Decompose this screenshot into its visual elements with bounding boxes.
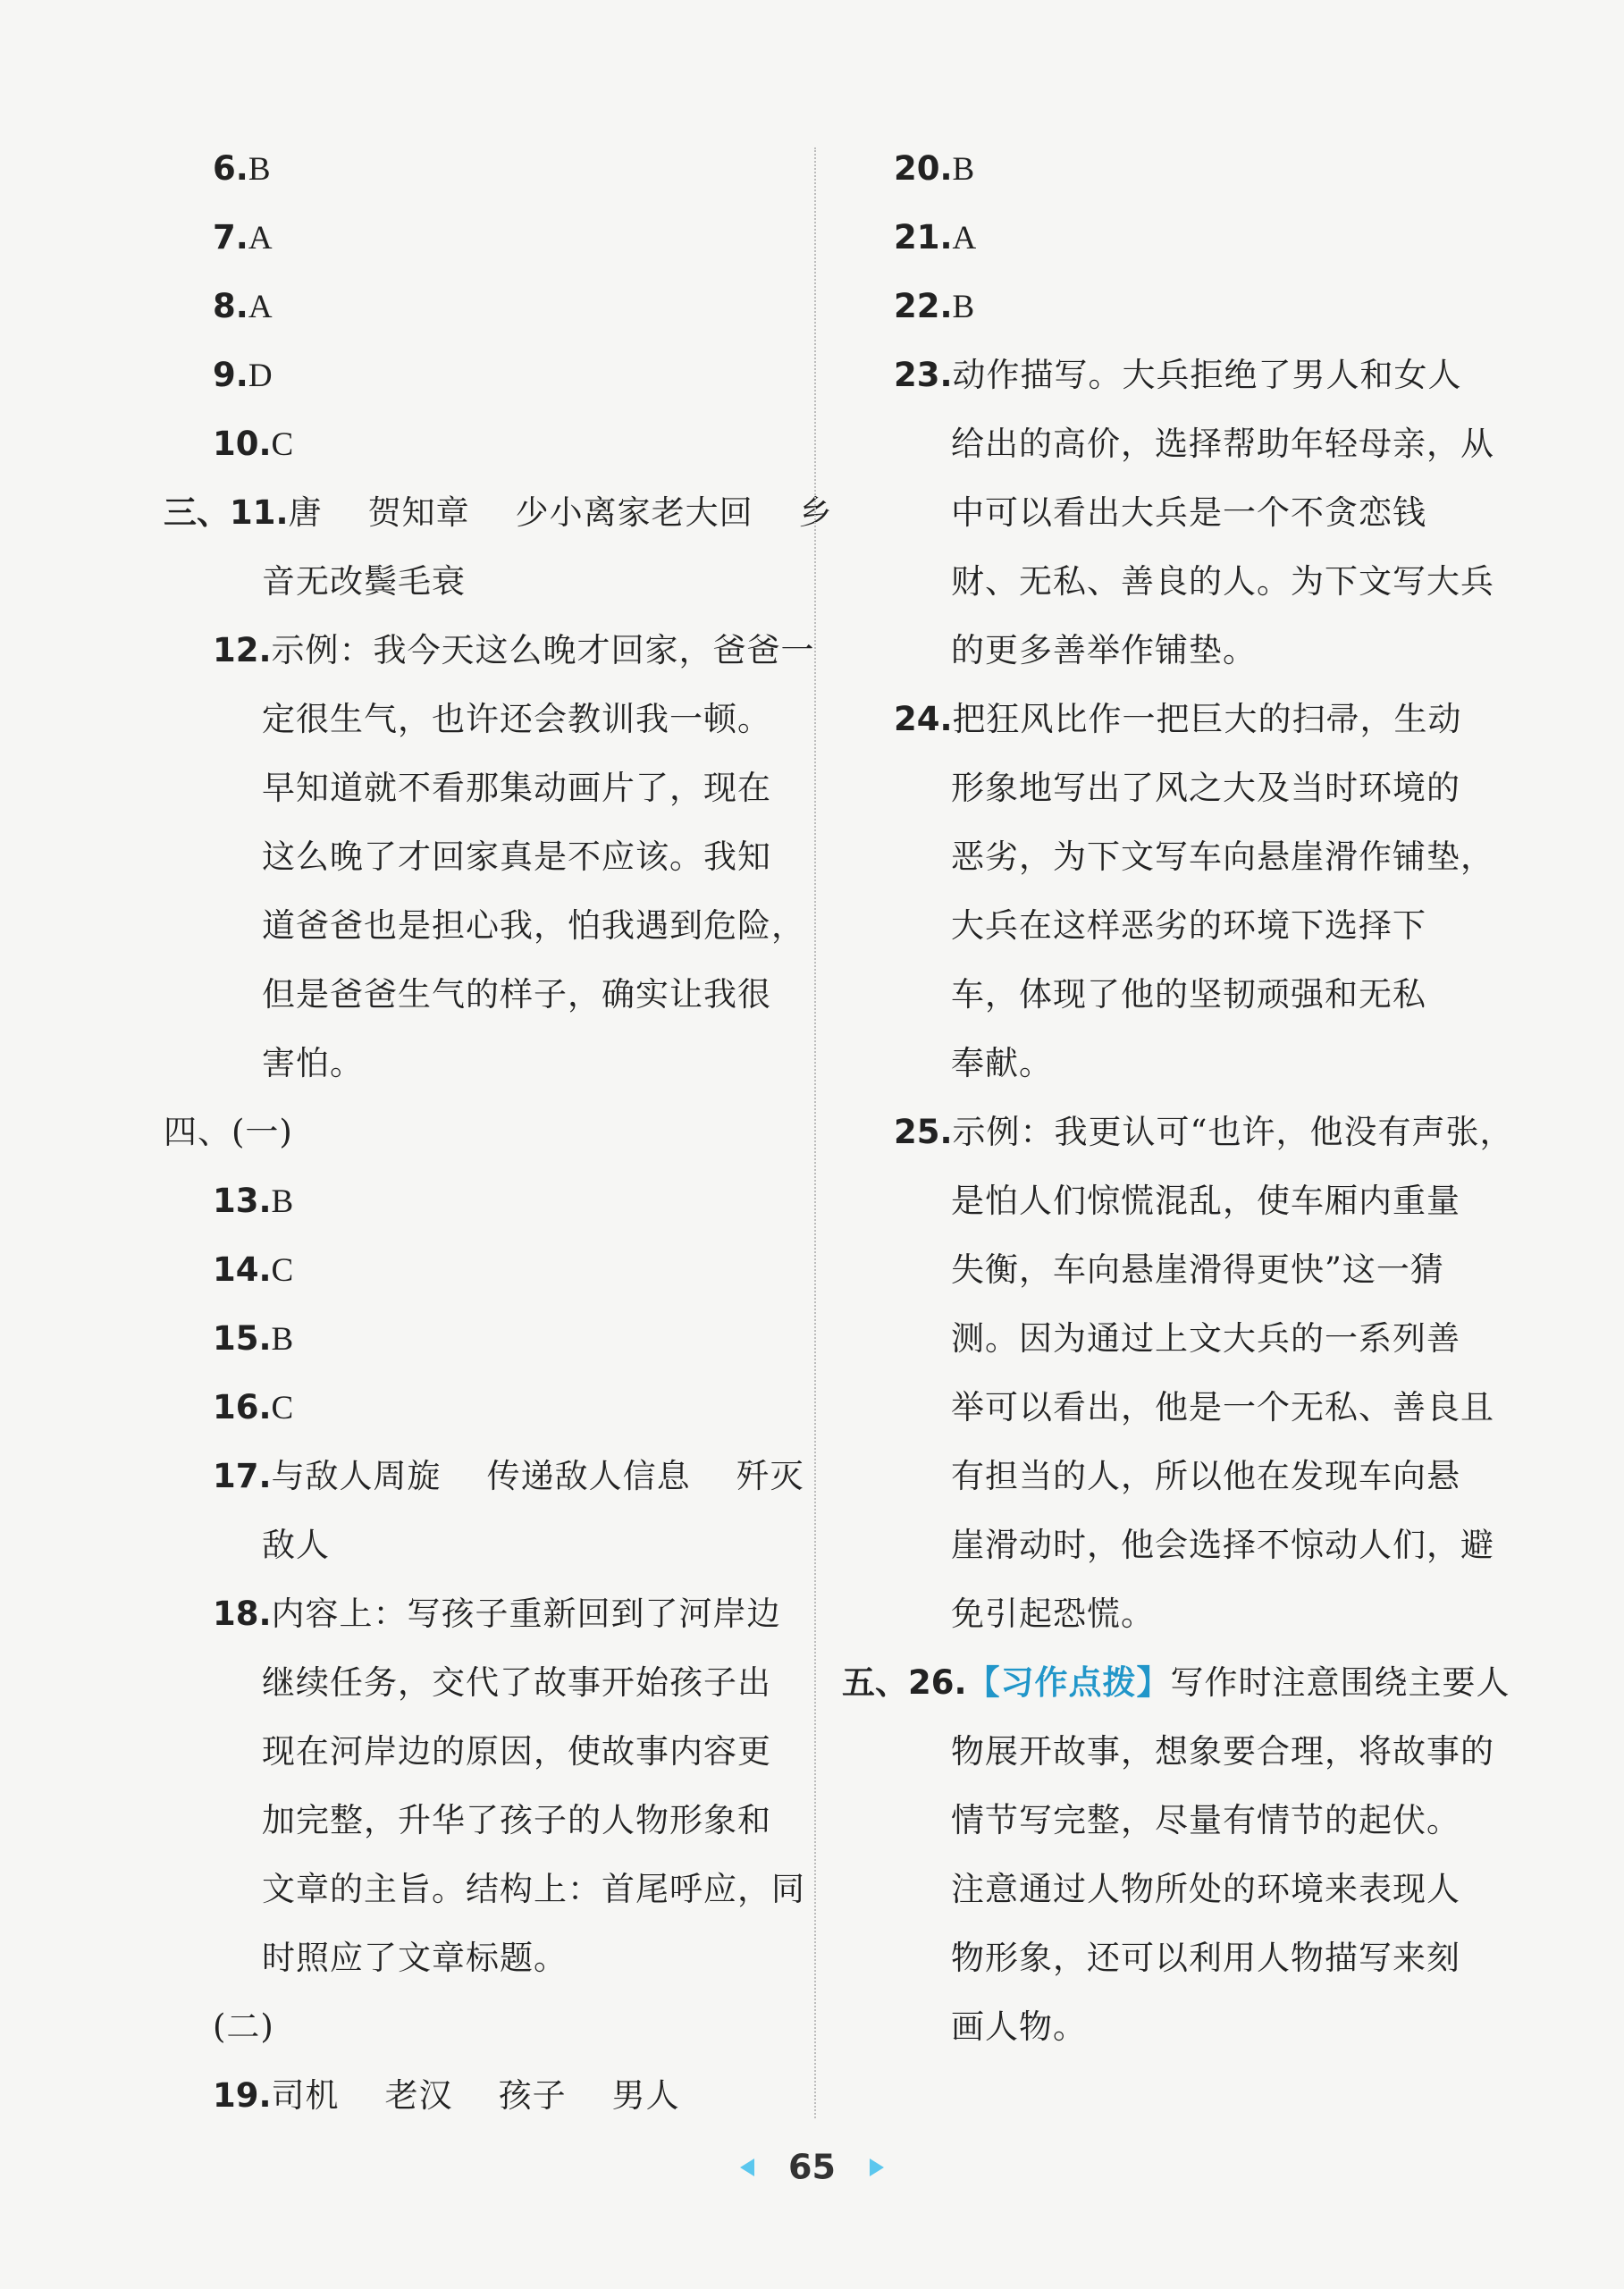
answer-line — [164, 1786, 807, 1855]
answer-text: 失衡，车向悬崖滑得更快”这一猜 — [951, 1250, 1444, 1289]
answer-line — [164, 1717, 807, 1786]
answer-text: 测。因为通过上文大兵的一系列善 — [951, 1319, 1460, 1358]
answer-text: 这么晚了才回家真是不应该。我知 — [262, 837, 771, 876]
answer-text: 中可以看出大兵是一个不贪恋钱 — [951, 493, 1426, 532]
answer-text: 给出的高价，选择帮助年轻母亲，从 — [951, 425, 1494, 463]
answer-line — [894, 203, 1475, 272]
question-number: 22. — [894, 287, 953, 325]
answer-text: 免引起恐慌。 — [951, 1595, 1155, 1633]
question-number: 13. — [213, 1182, 272, 1220]
answer-text: 继续任务，交代了故事开始孩子出 — [262, 1663, 771, 1702]
answer-line — [894, 891, 1475, 960]
question-number: 五、26. — [842, 1663, 967, 1702]
column-divider — [814, 147, 816, 2118]
answer-text: A — [952, 220, 978, 257]
answer-text: 害怕。 — [262, 1044, 364, 1082]
answer-line — [164, 409, 807, 478]
question-number: 10. — [213, 425, 272, 463]
answer-line — [164, 1029, 807, 1098]
writing-tip-tag: 【习作点拨】 — [966, 1662, 1171, 1702]
answer-text: 的更多善举作铺垫。 — [951, 631, 1257, 669]
answer-text: 司机 老汉 孩子 男人 — [271, 2076, 680, 2115]
answer-line — [164, 1579, 807, 1648]
question-number: 20. — [894, 149, 953, 188]
answer-line — [894, 1579, 1475, 1648]
answer-line — [164, 203, 807, 272]
answer-text: 动作描写。大兵拒绝了男人和女人 — [952, 356, 1462, 394]
next-page-arrow-icon[interactable] — [870, 2159, 884, 2176]
question-number: 17. — [213, 1457, 272, 1495]
answer-text: 敌人 — [262, 1526, 330, 1564]
page-number: 65 — [788, 2147, 836, 2187]
answer-text: 有担当的人，所以他在发现车向悬 — [951, 1457, 1460, 1495]
answer-line — [842, 1648, 1510, 1717]
answer-line — [894, 616, 1475, 685]
question-number: 16. — [213, 1388, 272, 1426]
answer-text: C — [271, 1252, 295, 1289]
answer-line — [894, 547, 1494, 616]
answer-line — [894, 960, 1475, 1029]
answer-text: 是怕人们惊慌混乱，使车厢内重量 — [951, 1182, 1460, 1220]
right-answer-column — [842, 134, 1514, 2061]
question-number: 9. — [213, 356, 248, 394]
answer-text: 加完整，升华了孩子的人物形象和 — [262, 1801, 771, 1839]
answer-text: 四、(一) — [164, 1113, 293, 1151]
answer-text: 崖滑动时，他会选择不惊动人们，避 — [951, 1526, 1494, 1564]
answer-line — [164, 1373, 807, 1442]
answer-line — [164, 478, 833, 547]
answer-text: 写作时注意围绕主要人 — [1170, 1663, 1510, 1702]
answer-text: 唐 贺知章 少小离家老大回 乡 — [288, 493, 833, 532]
answer-text: A — [248, 220, 273, 257]
left-answer-column — [164, 134, 833, 2130]
answer-text: 示例：我更认可“也许，他没有声张， — [952, 1113, 1514, 1151]
answer-line — [164, 1511, 807, 1579]
answer-line — [164, 822, 807, 891]
question-number: 6. — [213, 149, 248, 188]
answer-line — [164, 2061, 807, 2130]
answer-line — [894, 753, 1475, 822]
answer-text: 文章的主旨。结构上：首尾呼应，同 — [262, 1870, 805, 1908]
answer-line — [164, 685, 807, 753]
question-number: 24. — [894, 700, 953, 738]
answer-text: 恶劣，为下文写车向悬崖滑作铺垫， — [951, 837, 1494, 876]
answer-line — [164, 341, 807, 409]
answer-line — [894, 1098, 1514, 1166]
answer-text: 内容上：写孩子重新回到了河岸边 — [271, 1595, 781, 1633]
question-number: 18. — [213, 1595, 272, 1633]
question-number: 25. — [894, 1113, 953, 1151]
answer-line — [894, 1923, 1475, 1992]
answer-text: B — [952, 151, 976, 188]
answer-line — [164, 1648, 807, 1717]
question-number: 21. — [894, 218, 953, 257]
answer-text: 道爸爸也是担心我，怕我遇到危险， — [262, 906, 805, 945]
answer-line — [164, 1855, 807, 1923]
answer-text: 情节写完整，尽量有情节的起伏。 — [951, 1801, 1460, 1839]
answer-text: B — [271, 1321, 295, 1358]
answer-text: C — [271, 426, 295, 463]
answer-line — [894, 1235, 1475, 1304]
answer-text: 形象地写出了风之大及当时环境的 — [951, 769, 1460, 807]
answer-text: 车，体现了他的坚韧顽强和无私 — [951, 975, 1426, 1014]
answer-line — [164, 1304, 807, 1373]
page-footer — [0, 2145, 1624, 2187]
answer-text: 财、无私、善良的人。为下文写大兵 — [951, 562, 1494, 601]
question-number: 23. — [894, 356, 953, 394]
answer-text: B — [952, 289, 976, 325]
answer-text: 示例：我今天这么晚才回家，爸爸一 — [271, 631, 815, 669]
answer-line — [894, 1786, 1475, 1855]
answer-text: 奉献。 — [951, 1044, 1053, 1082]
question-number: 三、11. — [164, 493, 289, 532]
answer-line — [894, 1855, 1475, 1923]
answer-text: C — [271, 1390, 295, 1426]
answer-text: 时照应了文章标题。 — [262, 1939, 568, 1977]
answer-line — [894, 1166, 1475, 1235]
answer-text: 早知道就不看那集动画片了，现在 — [262, 769, 771, 807]
answer-text: 画人物。 — [951, 2007, 1087, 2046]
answer-line — [894, 1373, 1494, 1442]
answer-text: 与敌人周旋 传递敌人信息 歼灭 — [271, 1457, 804, 1495]
answer-line — [164, 616, 815, 685]
answer-line — [894, 1442, 1475, 1511]
answer-line — [894, 1304, 1475, 1373]
answer-line — [894, 409, 1494, 478]
answer-text: 定很生气，也许还会教训我一顿。 — [262, 700, 771, 738]
question-number: 12. — [213, 631, 272, 669]
question-number: 15. — [213, 1319, 272, 1358]
answer-line — [894, 1511, 1494, 1579]
answer-line — [164, 1166, 807, 1235]
answer-line — [164, 891, 807, 960]
answer-text: A — [248, 289, 273, 325]
answer-text: 大兵在这样恶劣的环境下选择下 — [951, 906, 1426, 945]
answer-line — [894, 478, 1475, 547]
answer-line — [894, 1029, 1475, 1098]
answer-text: (二) — [213, 2007, 274, 2046]
question-number: 19. — [213, 2076, 272, 2115]
answer-text: B — [248, 151, 272, 188]
answer-line — [164, 1992, 807, 2061]
answer-text: 但是爸爸生气的样子，确实让我很 — [262, 975, 771, 1014]
answer-line — [894, 685, 1475, 753]
answer-text: 物形象，还可以利用人物描写来刻 — [951, 1939, 1460, 1977]
prev-page-arrow-icon[interactable] — [740, 2159, 754, 2176]
answer-line — [164, 134, 807, 203]
answer-text: 音无改鬓毛衰 — [262, 562, 466, 601]
answer-line — [164, 547, 807, 616]
answer-text: 物展开故事，想象要合理，将故事的 — [951, 1732, 1494, 1771]
answer-line — [164, 960, 807, 1029]
answer-line — [894, 1717, 1494, 1786]
answer-text: B — [271, 1183, 295, 1220]
answer-line — [894, 341, 1475, 409]
answer-line — [164, 1098, 807, 1166]
answer-line — [164, 1442, 807, 1511]
answer-line — [164, 753, 807, 822]
answer-text: 把狂风比作一把巨大的扫帚，生动 — [952, 700, 1462, 738]
answer-line — [894, 272, 1475, 341]
answer-text: 注意通过人物所处的环境来表现人 — [951, 1870, 1460, 1908]
answer-line — [894, 134, 1475, 203]
question-number: 7. — [213, 218, 248, 257]
question-number: 8. — [213, 287, 248, 325]
answer-line — [164, 1923, 807, 1992]
answer-line — [894, 822, 1494, 891]
answer-text: 举可以看出，他是一个无私、善良且 — [951, 1388, 1494, 1426]
answer-line — [894, 1992, 1475, 2061]
answer-line — [164, 272, 807, 341]
answer-text: 现在河岸边的原因，使故事内容更 — [262, 1732, 771, 1771]
answer-line — [164, 1235, 807, 1304]
question-number: 14. — [213, 1250, 272, 1289]
answer-text: D — [248, 358, 273, 394]
